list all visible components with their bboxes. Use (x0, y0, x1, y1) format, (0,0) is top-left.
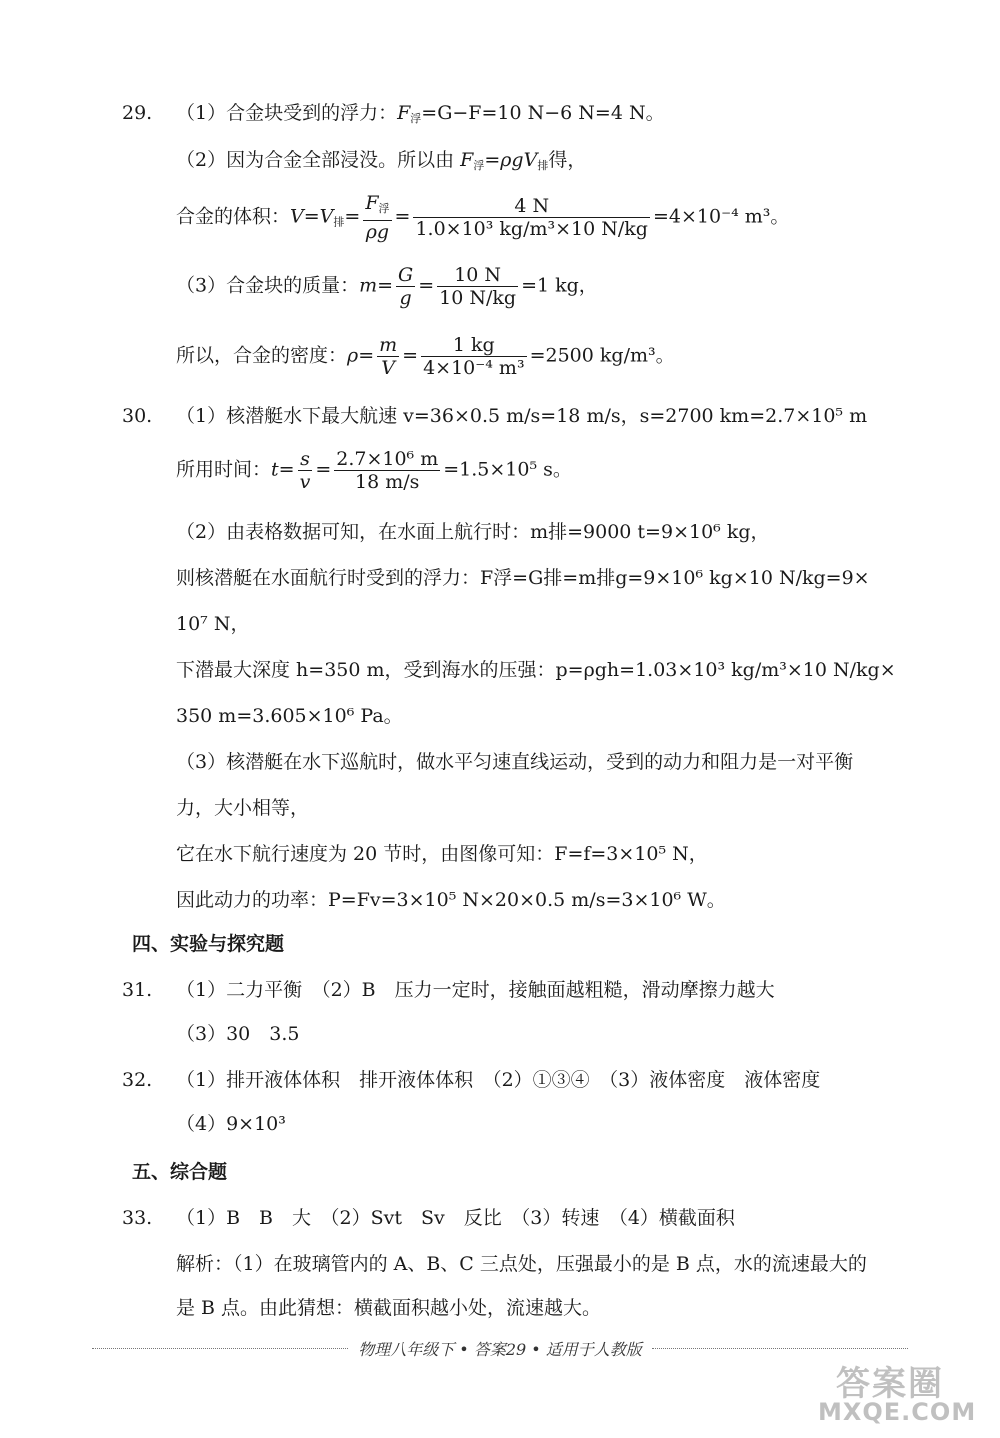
q33-line-3: 是 B 点。由此猜想：横截面积越小处，流速越大。 (176, 1297, 602, 1319)
q29-mass-result: =1 kg， (521, 274, 598, 297)
q29-mass-denominator: 10 N/kg (439, 287, 517, 309)
q31-number: 31. (122, 979, 153, 1001)
q29-volume-numerator: 4 N (413, 195, 650, 218)
q29-part1-label: （1）合金块受到的浮力： (176, 102, 398, 124)
q30-line-8: 力，大小相等， (176, 797, 310, 819)
page-footer (92, 1336, 908, 1360)
q30-time-denominator: 18 m/s (355, 471, 420, 493)
q29-part1: （1）合金块受到的浮力：$F_浮=G-F=10$ N−6 N=4 N。 (176, 102, 665, 125)
q29-volume-fraction (413, 195, 650, 240)
q29-density-denominator: 4×10⁻⁴ m³ (423, 357, 525, 379)
q29-density-fraction (421, 334, 527, 379)
q33-line-1: （1）B B 大 （2）Svt Sv 反比 （3）转速 （4）横截面积 (176, 1207, 735, 1229)
q30-time-label: 所用时间： (176, 458, 272, 481)
q29-volume-label: 合金的体积： (176, 205, 291, 228)
q30-line-7: （3）核潜艇在水下巡航时，做水平匀速直线运动，受到的动力和阻力是一对平衡 (176, 751, 854, 773)
q30-line-5: 下潜最大深度 h=350 m，受到海水的压强：p=ρgh=1.03×10³ kg/m³×10 N/kg× (176, 659, 896, 681)
q30-line-2: （2）由表格数据可知，在水面上航行时：m排=9000 t=9×10⁶ kg， (176, 521, 770, 543)
q29-volume-result: =4×10⁻⁴ m³。 (652, 205, 790, 228)
section-5-heading: 五、综合题 (132, 1161, 228, 1183)
q32-number: 32. (122, 1069, 153, 1091)
q32-line-1: （1）排开液体体积 排开液体体积 （2）①③④ （3）液体密度 液体密度 (176, 1069, 821, 1091)
q30-time: 所用时间：t= $\frac{s}{v}$ = $\frac{\text{2.7×10⁶ m}}{18 m/s}$ =1.5×10⁵ s。 (176, 448, 572, 493)
q32-line-2: （4）9×10³ (176, 1113, 286, 1135)
q29-part2-equation: 得， (548, 149, 587, 171)
q29-part3: （3）合金块的质量：m= $\frac{G}{g}$ = $\frac{10 N}{10 N/kg}$ =1 kg， (176, 264, 598, 309)
q29-part1-equation: =G−F=10 N−6 N=4 N。 (421, 102, 665, 124)
footer-text: 物理八年级下 • 答案29 • 适用于人教版 (358, 1339, 642, 1359)
q33-line-2: 解析：（1）在玻璃管内的 A、B、C 三点处，压强最小的是 B 点，水的流速最大的 (176, 1253, 867, 1275)
q29-density: 所以，合金的密度：ρ= $\frac{m}{V}$ = $\frac{1 kg}{\text{4×10⁻⁴ m³}}$ =2500 kg/m³。 (176, 334, 675, 379)
q30-line-1: （1）核潜艇水下最大航速 v=36×0.5 m/s=18 m/s，s=2700 km=2.7×10⁵ m (176, 405, 868, 427)
q31-line-1: （1）二力平衡 （2）B 压力一定时，接触面越粗糙，滑动摩擦力越大 (176, 979, 775, 1001)
q29-part3-label: （3）合金块的质量： (176, 274, 360, 297)
q29-volume-denominator: 1.0×10³ kg/m³×10 N/kg (415, 218, 648, 240)
q30-line-4: 10⁷ N， (176, 613, 250, 635)
q29-number: 29. (122, 102, 153, 124)
q29-density-numerator: 1 kg (421, 334, 527, 357)
q29-density-result: =2500 kg/m³。 (529, 344, 675, 367)
q29-part2-label: （2）因为合金全部浸没。所以由 (176, 149, 455, 171)
q30-line-3: 则核潜艇在水面航行时受到的浮力：F浮=G排=m排g=9×10⁶ kg×10 N/kg=9× (176, 567, 870, 589)
q30-line-10: 因此动力的功率：P=Fv=3×10⁵ N×20×0.5 m/s=3×10⁶ W。 (176, 889, 726, 911)
q30-time-fraction (334, 448, 440, 493)
q33-number: 33. (122, 1207, 153, 1229)
footer-divider-left (92, 1348, 348, 1349)
q31-line-2: （3）30 3.5 (176, 1023, 300, 1045)
q30-line-9: 它在水下航行速度为 20 节时，由图像可知：F=f=3×10⁵ N， (176, 843, 708, 865)
q29-volume: 合金的体积：$V=V_排=$ $\frac{F_浮}{\rho g}$ = $\frac{4 N}{\text{1.0×10³ kg/m³×10 N/kg}}$ =4×10⁻⁴ m³。 (176, 192, 790, 243)
q29-mass-numerator: 10 N (437, 264, 518, 287)
q29-part2: （2）因为合金全部浸没。所以由 $F_浮=\rho gV_排$得， (176, 149, 587, 172)
q29-mass-fraction (437, 264, 518, 309)
q29-density-label: 所以，合金的密度： (176, 344, 348, 367)
watermark-logo (796, 1352, 986, 1432)
q30-time-result: =1.5×10⁵ s。 (443, 458, 572, 481)
footer-divider-right (652, 1348, 908, 1349)
watermark-bottom-text: MXQE.COM (818, 1398, 977, 1426)
q30-time-numerator: 2.7×10⁶ m (336, 448, 439, 470)
q30-number: 30. (122, 405, 153, 427)
section-4-heading: 四、实验与探究题 (132, 933, 285, 955)
q30-line-6: 350 m=3.605×10⁶ Pa。 (176, 705, 403, 727)
watermark-top-text: 答案圈 (836, 1364, 944, 1404)
